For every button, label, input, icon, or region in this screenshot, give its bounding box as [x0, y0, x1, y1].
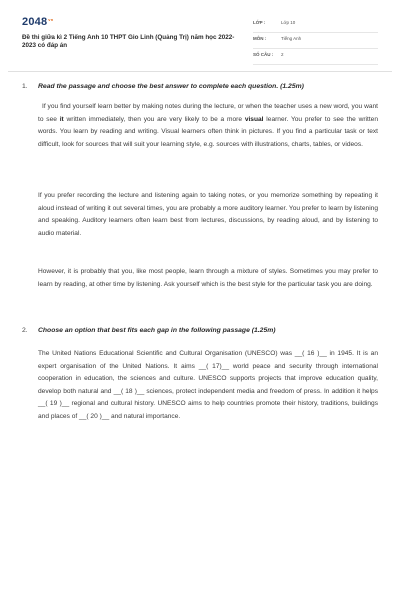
question-number: 2.	[22, 327, 28, 334]
document-title: Đề thi giữa kì 2 Tiếng Anh 10 THPT Gio Linh (Quảng Trị) năm học 2022-2023 có đáp án	[22, 34, 235, 50]
logo-text: 2048	[22, 16, 48, 28]
meta-value: Lớp 10	[281, 20, 296, 25]
meta-value: Tiếng Anh	[281, 36, 302, 41]
passage-paragraph-1: The United Nations Educational Scientific and Cultural Organisation (UNESCO) was __( 16 )__ in 1945. It is an expert organisation of the United Nations. It aims __( 17)__ world peace and security through international cooperation in education, the sciences and culture. UNESCO supports projects that improve education quality, develop both natural and __( 18 )__ sciences, protect independent media and freedom of press. In addition it helps __( 19 )__ regional and cultural history. UNESCO aims to help countries promote their history, traditions, buildings and places of __( 20 )__ and natural importance.	[38, 350, 378, 420]
bold-word-it: it	[59, 115, 64, 123]
question-heading: Read the passage and choose the best answer to complete each question. (1.25m)	[38, 83, 304, 90]
page-header	[22, 14, 378, 64]
meta-value: 2	[281, 52, 284, 57]
logo-suffix: vn	[48, 17, 54, 22]
site-logo[interactable]	[22, 16, 53, 28]
passage-paragraph-3: However, it is probably that you, like most people, learn through a mixture of styles. Sometimes you may prefer to learn by reading, at other time by listening. Ask yourself which is the best style for the particular task you are doing.	[38, 268, 378, 288]
question-heading: Choose an option that best fits each gap in the following passage (1.25m)	[38, 327, 276, 334]
text-run: written immediately, then you are very likely to be a more	[63, 115, 245, 123]
meta-key: MÔN :	[253, 36, 267, 41]
meta-row-class	[253, 17, 378, 33]
text-run: learner. You prefer to see the written words. You learn by reading and writing. Visual learners often think in pictures. If you find a particular task or text difficult, look for sources that will suit your learning style, e.g. sources with illustrations, charts, tables, or videos.	[38, 115, 378, 148]
passage-paragraph-2: If you prefer recording the lecture and listening again to taking notes, or you memorize something by repeating it aloud instead of writing it out several times, you are probably a more auditory learner. You prefer to learn by listening and speaking. Auditory learners often learn best from lectures, discussions, by reading aloud, and by listening to audio material.	[38, 192, 378, 237]
header-divider	[8, 71, 392, 72]
bold-word-visual: visual	[244, 115, 264, 123]
text-run: If you find yourself learn better by making notes during the lecture, or when the teacher uses a new word, you want to see	[38, 103, 378, 123]
passage-paragraph-1	[38, 101, 378, 151]
meta-key: SỐ CÂU :	[253, 52, 274, 57]
question-number: 1.	[22, 83, 28, 90]
meta-row-subject	[253, 33, 378, 49]
meta-table	[253, 17, 378, 65]
meta-row-count	[253, 49, 378, 65]
meta-key: LỚP :	[253, 20, 266, 25]
